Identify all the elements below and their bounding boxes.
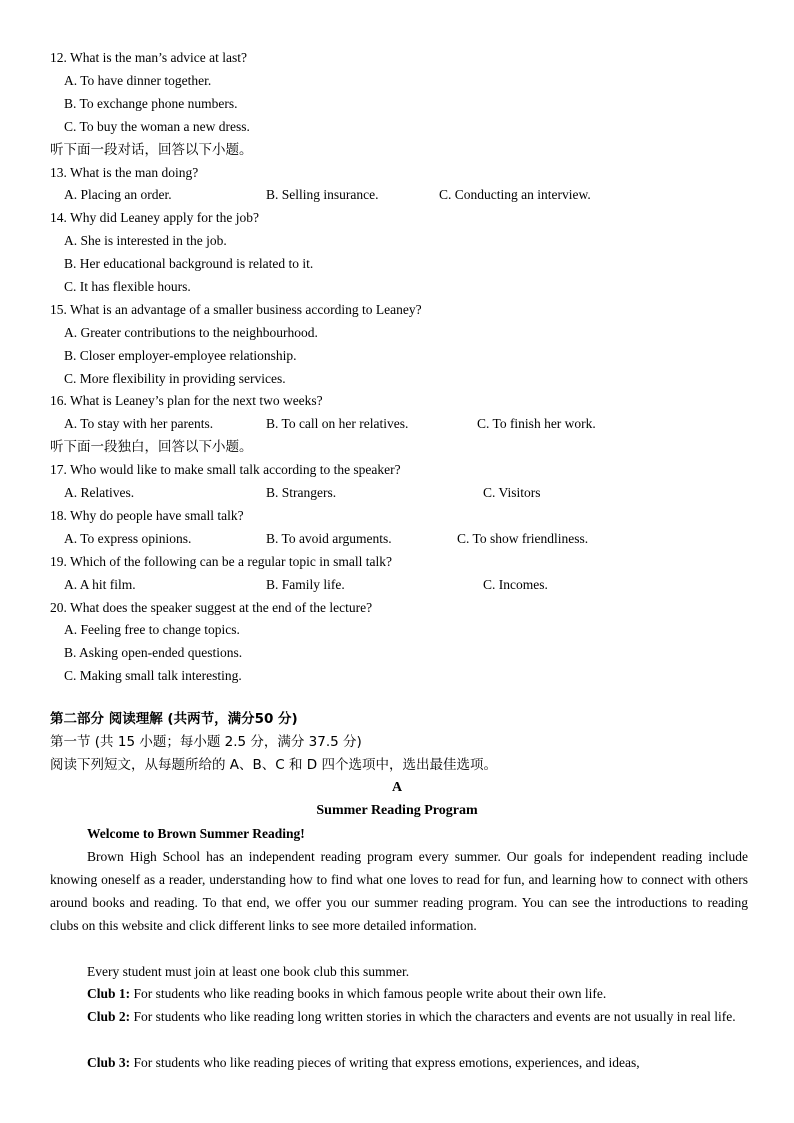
question-19-option-a: A. A hit film. [64, 577, 136, 592]
question-19-option-b: B. Family life. [266, 577, 345, 592]
section1-heading: 第一节 (共 15 小题；每小题 2.5 分，满分 37.5 分) [50, 734, 362, 750]
club-3-text: For students who like reading pieces of writing that express emotions, experiences, and ideas, [130, 1055, 640, 1070]
question-14-option-a: A. She is interested in the job. [64, 233, 227, 248]
question-20-option-c: C. Making small talk interesting. [64, 668, 242, 683]
club-2-description [50, 1006, 748, 1029]
club-1-label: Club 1: [87, 986, 131, 1001]
question-18-option-c: C. To show friendliness. [457, 531, 589, 546]
question-18-stem: 18. Why do people have small talk? [50, 508, 244, 523]
question-13-option-a: A. Placing an order. [64, 187, 172, 202]
question-19-stem: 19. Which of the following can be a regular topic in small talk? [50, 554, 393, 569]
question-20-stem: 20. What does the speaker suggest at the end of the lecture? [50, 600, 373, 615]
question-13-option-b: B. Selling insurance. [266, 187, 379, 202]
question-12-option-b: B. To exchange phone numbers. [64, 96, 238, 111]
club-2-label: Club 2: [87, 1009, 131, 1024]
club-1-description [50, 983, 748, 1006]
question-18-option-a: A. To express opinions. [64, 531, 192, 546]
question-20-option-a: A. Feeling free to change topics. [64, 622, 240, 637]
question-16-option-b: B. To call on her relatives. [266, 416, 409, 431]
question-14-option-c: C. It has flexible hours. [64, 279, 191, 294]
question-17-option-b: B. Strangers. [266, 485, 337, 500]
question-16-option-a: A. To stay with her parents. [64, 416, 214, 431]
question-12-option-a: A. To have dinner together. [64, 73, 212, 88]
part2-heading: 第二部分 阅读理解 (共两节，满分50 分) [50, 711, 298, 727]
question-14-option-b: B. Her educational background is related to it. [64, 256, 314, 271]
passage-paragraph-2: Every student must join at least one book club this summer. [87, 964, 410, 979]
question-15-option-b: B. Closer employer-employee relationship. [64, 348, 297, 363]
question-17-stem: 17. Who would like to make small talk according to the speaker? [50, 462, 401, 477]
question-13-option-c: C. Conducting an interview. [439, 187, 591, 202]
question-14-stem: 14. Why did Leaney apply for the job? [50, 210, 259, 225]
question-18-option-b: B. To avoid arguments. [266, 531, 392, 546]
question-19-option-c: C. Incomes. [483, 577, 548, 592]
question-12-option-c: C. To buy the woman a new dress. [64, 119, 250, 134]
question-16-stem: 16. What is Leaney’s plan for the next two weeks? [50, 393, 323, 408]
question-15-option-a: A. Greater contributions to the neighbourhood. [64, 325, 318, 340]
club-3-description [50, 1052, 748, 1075]
question-15-option-c: C. More flexibility in providing services. [64, 371, 286, 386]
passage-letter: A [391, 780, 403, 795]
club-2-text: For students who like reading long written stories in which the characters and events are not usually in real life. [130, 1009, 736, 1024]
reading-instruction: 阅读下列短文，从每题所给的 A、B、C 和 D 四个选项中，选出最佳选项。 [50, 757, 497, 773]
question-17-option-a: A. Relatives. [64, 485, 135, 500]
club-3-label: Club 3: [87, 1055, 131, 1070]
question-15-stem: 15. What is an advantage of a smaller business according to Leaney? [50, 302, 422, 317]
listening-intro-dialogue: 听下面一段对话，回答以下小题。 [50, 142, 253, 158]
question-12-stem: 12. What is the man’s advice at last? [50, 50, 247, 65]
question-16-option-c: C. To finish her work. [477, 416, 596, 431]
welcome-heading: Welcome to Brown Summer Reading! [87, 826, 305, 841]
club-1-text: For students who like reading books in which famous people write about their own life. [130, 986, 607, 1001]
question-20-option-b: B. Asking open-ended questions. [64, 645, 243, 660]
listening-intro-monologue: 听下面一段独白，回答以下小题。 [50, 439, 253, 455]
question-17-option-c: C. Visitors [483, 485, 541, 500]
question-13-stem: 13. What is the man doing? [50, 165, 199, 180]
passage-title: Summer Reading Program [316, 803, 478, 818]
passage-paragraph-1: Brown High School has an independent reading program every summer. Our goals for independent reading include knowing oneself as a reader, understanding how to find what one loves to read for fun, and learning how to connect with others around books and reading. To that end, we offer you our summer reading program. You can see the introductions to reading clubs on this website and click different links to see more detailed information. [50, 849, 748, 933]
